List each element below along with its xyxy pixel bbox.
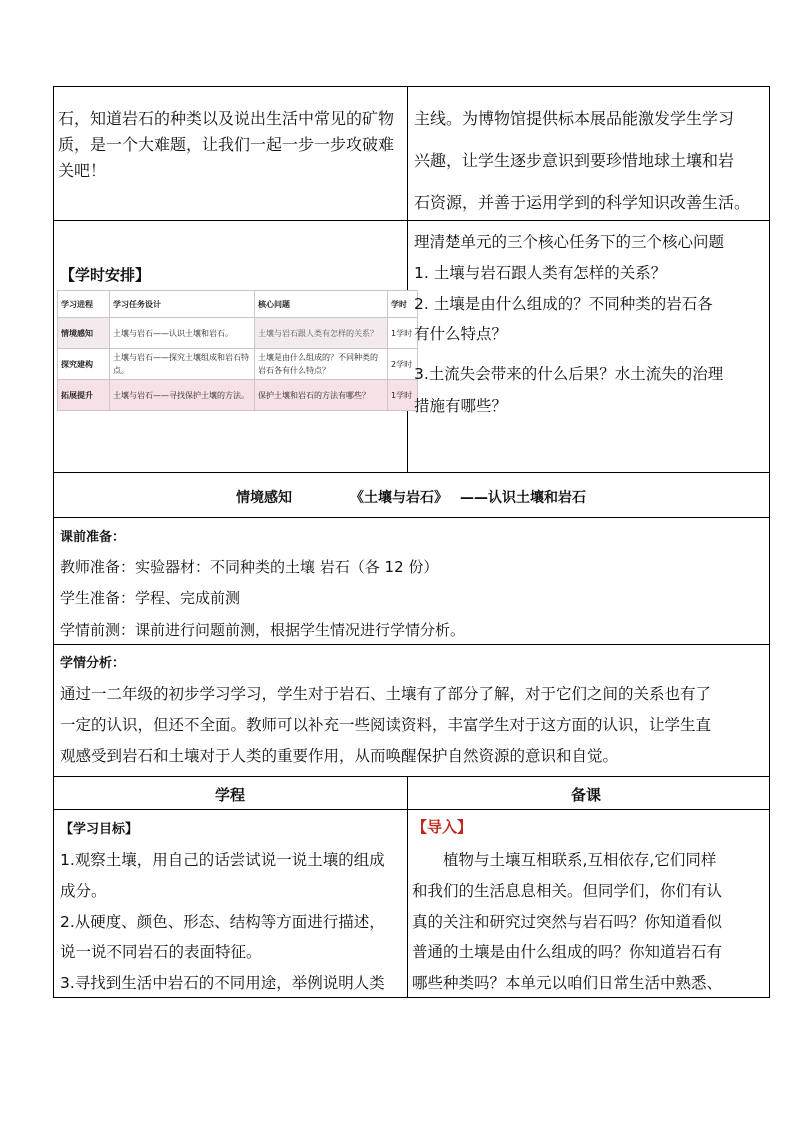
divider-vertical-bottom bbox=[407, 776, 408, 998]
schedule-cell-task: 土壤与岩石——寻找保护土壤的方法。 bbox=[110, 380, 255, 411]
column-header-learning: 学程 bbox=[215, 786, 246, 804]
top-left-line-3: 关吧！ bbox=[58, 161, 107, 180]
table-border-bottom bbox=[53, 997, 770, 998]
top-left-line-2: 质，是一个大难题，让我们一起一步一步攻破难 bbox=[58, 135, 395, 154]
schedule-header-hours: 学时 bbox=[388, 291, 418, 318]
section-unit: 《土壤与岩石》 bbox=[350, 490, 448, 506]
top-right-line-3: 石资源，并善于运用学到的科学知识改善生活。 bbox=[414, 193, 751, 212]
schedule-cell-progress: 拓展提升 bbox=[58, 380, 110, 411]
table-border-right bbox=[769, 86, 770, 998]
schedule-cell-progress: 探究建构 bbox=[58, 349, 110, 380]
intro-line-1: 植物与土壤互相联系,互相依存,它们同样 bbox=[443, 851, 717, 869]
divider-row-4 bbox=[53, 644, 770, 645]
core-question-line-3: 2. 土壤是由什么组成的？不同种类的岩石各 bbox=[414, 295, 713, 313]
schedule-row bbox=[58, 380, 418, 411]
divider-row-5 bbox=[53, 776, 770, 777]
analysis-line-1: 通过一二年级的初步学习学习，学生对于岩石、土壤有了部分了解，对于它们之间的关系也有了 bbox=[60, 685, 712, 703]
core-question-line-4: 有什么特点？ bbox=[414, 325, 508, 343]
schedule-cell-task: 土壤与岩石——探究土壤组成和岩石特点。 bbox=[110, 349, 255, 380]
divider-row-6 bbox=[53, 809, 770, 810]
schedule-header-task: 学习任务设计 bbox=[110, 291, 255, 318]
divider-row-3 bbox=[53, 517, 770, 518]
goals-line-4: 说一说不同岩石的表面特征。 bbox=[60, 943, 262, 961]
prep-line-2: 学生准备：学程、完成前测 bbox=[60, 589, 241, 607]
top-right-line-2: 兴趣，让学生逐步意识到要珍惜地球土壤和岩 bbox=[414, 151, 735, 170]
schedule-heading: 【学时安排】 bbox=[60, 266, 151, 284]
schedule-cell-question: 土壤是由什么组成的？不同种类的岩石各有什么特点？ bbox=[255, 349, 388, 380]
analysis-line-3: 观感受到岩石和土壤对于人类的重要作用，从而唤醒保护自然资源的意识和自觉。 bbox=[60, 747, 619, 765]
intro-line-3: 真的关注和研究过突然与岩石吗？你知道看似 bbox=[412, 913, 723, 931]
goals-line-1: 1.观察土壤，用自己的话尝试说一说土壤的组成 bbox=[60, 851, 385, 869]
intro-line-4: 普通的土壤是由什么组成的吗？你知道岩石有 bbox=[412, 943, 723, 961]
schedule-header-row bbox=[58, 291, 418, 318]
top-right-line-1: 主线。为博物馆提供标本展品能激发学生学习 bbox=[414, 109, 735, 128]
analysis-line-2: 一定的认识，但还不全面。教师可以补充一些阅读资料，丰富学生对于这方面的认识，让学生直 bbox=[60, 716, 712, 734]
column-header-prep: 备课 bbox=[571, 786, 602, 804]
analysis-label: 学情分析： bbox=[60, 656, 126, 671]
section-topic: ——认识土壤和岩石 bbox=[460, 490, 586, 506]
schedule-cell-question: 土壤与岩石跟人类有怎样的关系？ bbox=[255, 318, 388, 349]
section-stage: 情境感知 bbox=[236, 490, 292, 506]
divider-row-1 bbox=[53, 220, 770, 221]
core-question-line-1: 理清楚单元的三个核心任务下的三个核心问题 bbox=[414, 233, 725, 251]
core-question-line-6: 措施有哪些？ bbox=[414, 397, 508, 415]
core-question-line-5: 3.土流失会带来的什么后果？水土流失的治理 bbox=[414, 365, 724, 383]
prep-line-3: 学情前测：课前进行问题前测，根据学生情况进行学情分析。 bbox=[60, 621, 466, 639]
goals-line-3: 2.从硬度、颜色、形态、结构等方面进行描述， bbox=[60, 913, 385, 931]
table-border-top bbox=[53, 86, 770, 87]
goals-line-2: 成分。 bbox=[60, 882, 107, 900]
schedule-header-progress: 学习进程 bbox=[58, 291, 110, 318]
intro-line-2: 和我们的生活息息相关。但同学们，你们有认 bbox=[412, 882, 723, 900]
goals-line-5: 3.寻找到生活中岩石的不同用途，举例说明人类 bbox=[60, 974, 385, 992]
schedule-cell-hours: 1学时 bbox=[388, 380, 418, 411]
intro-line-5: 哪些种类吗？本单元以咱们日常生活中熟悉、 bbox=[412, 974, 723, 992]
schedule-table bbox=[57, 290, 413, 432]
core-question-line-2: 1. 土壤与岩石跟人类有怎样的关系？ bbox=[414, 264, 667, 282]
schedule-row bbox=[58, 318, 418, 349]
top-left-line-1: 石，知道岩石的种类以及说出生活中常见的矿物 bbox=[58, 109, 395, 128]
divider-row-2 bbox=[53, 472, 770, 473]
prep-line-1: 教师准备：实验器材：不同种类的土壤 岩石（各 12 份） bbox=[60, 558, 439, 576]
intro-heading: 【导入】 bbox=[412, 818, 473, 836]
schedule-cell-task: 土壤与岩石——认识土壤和岩石。 bbox=[110, 318, 255, 349]
schedule-cell-hours: 2学时 bbox=[388, 349, 418, 380]
goals-heading: 【学习目标】 bbox=[60, 822, 139, 837]
schedule-header-question: 核心问题 bbox=[255, 291, 388, 318]
table-border-left bbox=[53, 86, 54, 998]
schedule-cell-hours: 1学时 bbox=[388, 318, 418, 349]
schedule-row bbox=[58, 349, 418, 380]
prep-label: 课前准备： bbox=[60, 530, 126, 545]
schedule-cell-progress: 情境感知 bbox=[58, 318, 110, 349]
schedule-cell-question: 保护土壤和岩石的方法有哪些？ bbox=[255, 380, 388, 411]
